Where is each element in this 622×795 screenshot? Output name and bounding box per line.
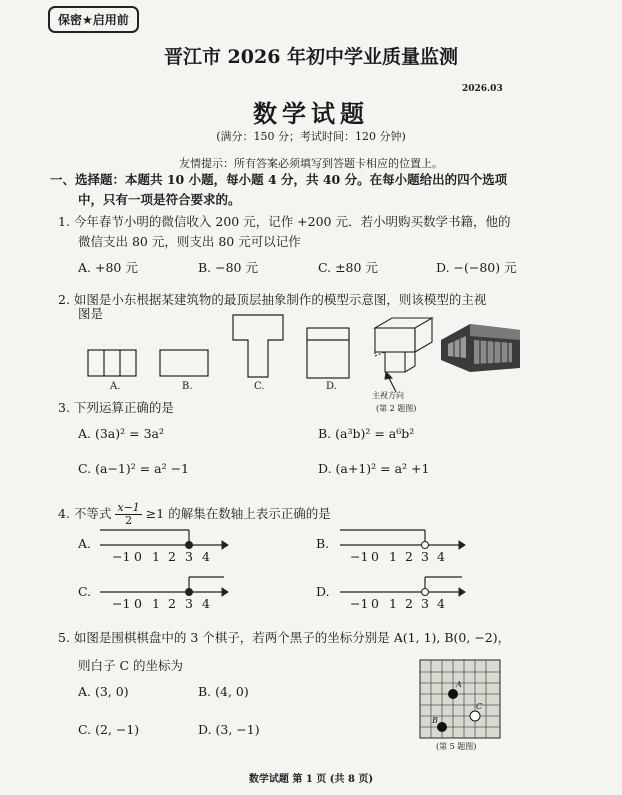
friendly-tip: 友情提示：所有答案必须填写到答题卡相应的位置上。 (179, 157, 443, 170)
q3-option-d: D. (a+1)² = a² +1 (318, 461, 430, 476)
q4-a-tick: 1 (152, 549, 160, 564)
q4-a-tick: 3 (185, 549, 193, 564)
q2-label-d: D. (326, 381, 337, 392)
q1-option-b: B. −80 元 (198, 260, 258, 275)
q4-c-tick: 3 (185, 596, 193, 611)
q5-option-a: A. (3, 0) (78, 684, 129, 699)
q4-b-tick: 1 (389, 549, 397, 564)
q3-option-c: C. (a−1)² = a² −1 (78, 461, 189, 476)
q4-c-tick: 4 (202, 596, 210, 611)
exam-date: 2026.03 (462, 84, 503, 94)
q4-d-tick: 3 (421, 596, 429, 611)
q4-d-tick: −1 (350, 596, 369, 611)
white-stone-c (470, 711, 480, 721)
q1-option-d: D. −(−80) 元 (436, 260, 517, 275)
view-direction-label: 主视方向 (372, 391, 404, 400)
q4-d-tick: 4 (437, 596, 445, 611)
q5-option-c: C. (2, −1) (78, 722, 140, 737)
stone-label-a: A (456, 680, 462, 689)
q4-d-tick: 0 (371, 596, 379, 611)
question-1-line2: 微信支出 80 元，则支出 80 元可以记作 (78, 234, 301, 249)
q2-label-a: A. (110, 381, 121, 392)
q4-a-tick: 4 (202, 549, 210, 564)
q4-c-tick: −1 (112, 596, 131, 611)
q4-b-tick: 2 (405, 549, 413, 564)
q4-a-tick: 0 (134, 549, 142, 564)
question-2-line2: 图是 (78, 306, 104, 321)
q5-caption: (第 5 题图) (436, 742, 477, 751)
page-footer: 数学试题 第 1 页 (共 8 页) (248, 774, 374, 785)
stone-label-c: C (476, 702, 483, 711)
q2-caption: (第 2 题图) (376, 404, 417, 413)
exam-title: 晋江市 2026 年初中学业质量监测 (163, 46, 459, 68)
q4-b-tick: −1 (350, 549, 369, 564)
section-heading-line1: 一、选择题：本题共 10 小题，每小题 4 分，共 40 分。在每小题给出的四个选项 (50, 172, 508, 187)
question-5-line2: 则白子 C 的坐标为 (78, 658, 184, 673)
q4-denominator: 2 (125, 514, 133, 527)
q4-c-tick: 1 (152, 596, 160, 611)
question-1-line1: 1. 今年春节小明的微信收入 200 元，记作 +200 元．若小明购买数学书籍，他的 (58, 214, 511, 229)
q4-d-tick: 2 (405, 596, 413, 611)
q4-suffix: ≥1 的解集在数轴上表示正确的是 (145, 506, 331, 521)
q1-option-c: C. ±80 元 (318, 260, 378, 275)
q4-prefix: 4. 不等式 (58, 506, 112, 521)
confidential-stamp: 保密★启用前 (48, 6, 139, 33)
q5-option-d: D. (3, −1) (198, 722, 260, 737)
q4-b-tick: 0 (371, 549, 379, 564)
score-info: (满分：150 分；考试时间：120 分钟) (216, 130, 406, 143)
question-2-line1: 2. 如图是小东根据某建筑物的最顶层抽象制作的模型示意图，则该模型的主视 (58, 292, 487, 307)
question-3-stem: 3. 下列运算正确的是 (58, 400, 174, 415)
q4-option-d-label: D. (316, 584, 330, 599)
q4-b-tick: 3 (421, 549, 429, 564)
q4-b-tick: 4 (437, 549, 445, 564)
q2-label-c: C. (254, 381, 265, 392)
black-stone-b (437, 722, 447, 732)
stone-label-b: B (432, 716, 438, 725)
q4-option-b-label: B. (316, 536, 330, 551)
q4-option-a-label: A. (78, 536, 92, 551)
q3-option-a: A. (3a)² = 3a² (78, 426, 164, 441)
subject-title: 数学试题 (253, 99, 369, 128)
q4-c-tick: 2 (168, 596, 176, 611)
q4-a-tick: −1 (112, 549, 131, 564)
q4-a-tick: 2 (168, 549, 176, 564)
q4-numerator: x−1 (117, 501, 140, 514)
q4-option-c-label: C. (78, 584, 92, 599)
q4-d-tick: 1 (389, 596, 397, 611)
black-stone-a (448, 689, 458, 699)
section-heading-line2: 中，只有一项是符合要求的。 (78, 192, 241, 207)
q3-option-b: B. (a³b)² = a⁶b² (318, 426, 415, 441)
q1-option-a: A. +80 元 (78, 260, 138, 275)
question-5-line1: 5. 如图是围棋棋盘中的 3 个棋子，若两个黑子的坐标分别是 A(1, 1), B(0, −2)， (58, 630, 511, 645)
q2-label-b: B. (182, 381, 193, 392)
q5-option-b: B. (4, 0) (198, 684, 249, 699)
q4-c-tick: 0 (134, 596, 142, 611)
